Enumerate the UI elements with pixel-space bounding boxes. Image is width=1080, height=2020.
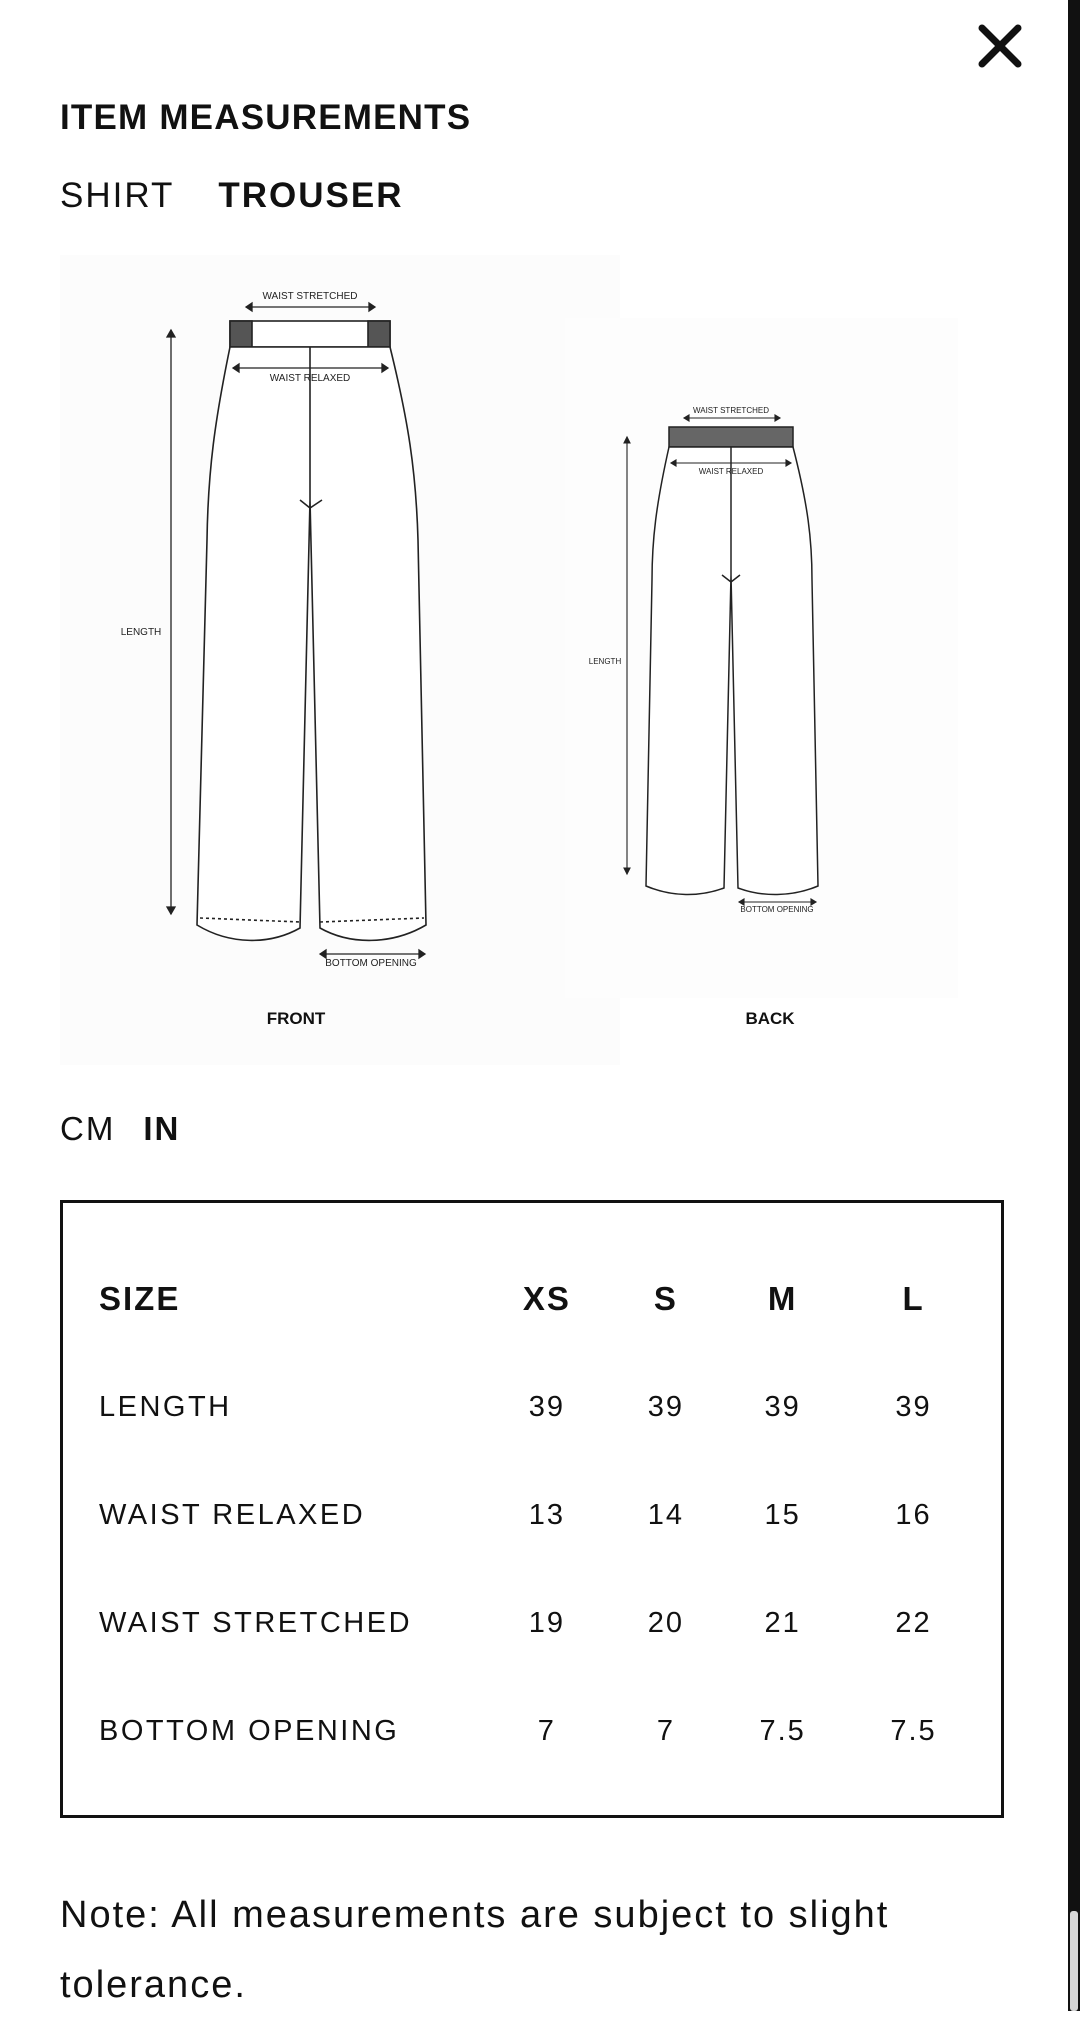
page-title: ITEM MEASUREMENTS xyxy=(60,98,472,137)
tab-trouser[interactable]: TROUSER xyxy=(218,176,404,215)
table-row xyxy=(99,1569,979,1677)
size-chart xyxy=(60,1200,1004,1818)
header-m: M xyxy=(767,1280,798,1317)
table-cell: 39 xyxy=(647,1390,685,1423)
row-label: LENGTH xyxy=(99,1390,232,1423)
table-cell: 7 xyxy=(537,1714,556,1747)
back-trouser-drawing xyxy=(646,427,818,895)
unit-toggle xyxy=(60,1110,180,1148)
table-row xyxy=(99,1353,979,1461)
row-label: WAIST STRETCHED xyxy=(99,1606,413,1639)
header-size: SIZE xyxy=(99,1280,181,1317)
size-table xyxy=(99,1245,979,1785)
front-label-length: LENGTH xyxy=(120,627,162,638)
table-cell: 14 xyxy=(647,1498,685,1531)
front-label-waist-stretched: WAIST STRETCHED xyxy=(262,291,358,302)
back-label-length: LENGTH xyxy=(588,657,622,666)
table-cell: 22 xyxy=(895,1606,932,1639)
table-row xyxy=(99,1461,979,1569)
tolerance-note: Note: All measurements are subject to slight tolerance. xyxy=(60,1894,890,2006)
table-cell: 19 xyxy=(528,1606,565,1639)
table-cell: 21 xyxy=(764,1606,801,1639)
table-cell: 20 xyxy=(647,1606,685,1639)
table-header-row xyxy=(99,1245,979,1353)
table-row xyxy=(99,1677,979,1785)
tab-shirt[interactable]: SHIRT xyxy=(60,176,175,215)
table-cell: 39 xyxy=(764,1390,801,1423)
header-s: S xyxy=(653,1280,678,1317)
header-xs: XS xyxy=(522,1280,571,1317)
table-cell: 7.5 xyxy=(759,1714,806,1747)
table-cell: 13 xyxy=(528,1498,565,1531)
front-caption: FRONT xyxy=(266,1009,326,1028)
table-cell: 39 xyxy=(895,1390,932,1423)
table-cell: 15 xyxy=(764,1498,801,1531)
table-cell: 39 xyxy=(528,1390,565,1423)
front-trouser-drawing xyxy=(197,321,426,940)
header-l: L xyxy=(902,1280,925,1317)
row-label: BOTTOM OPENING xyxy=(99,1714,400,1747)
back-caption: BACK xyxy=(745,1009,795,1028)
unit-cm[interactable]: CM xyxy=(60,1110,116,1147)
table-cell: 7 xyxy=(656,1714,675,1747)
unit-in[interactable]: IN xyxy=(143,1110,181,1147)
scrollbar-thumb[interactable] xyxy=(1070,1911,1078,2011)
table-cell: 7.5 xyxy=(890,1714,937,1747)
back-label-waist-relaxed: WAIST RELAXED xyxy=(698,467,764,476)
front-label-bottom-opening: BOTTOM OPENING xyxy=(325,958,417,969)
back-label-bottom-opening: BOTTOM OPENING xyxy=(740,905,814,914)
back-label-waist-stretched: WAIST STRETCHED xyxy=(692,406,770,415)
front-label-waist-relaxed: WAIST RELAXED xyxy=(269,373,351,384)
row-label: WAIST RELAXED xyxy=(99,1498,366,1531)
table-cell: 16 xyxy=(895,1498,932,1531)
